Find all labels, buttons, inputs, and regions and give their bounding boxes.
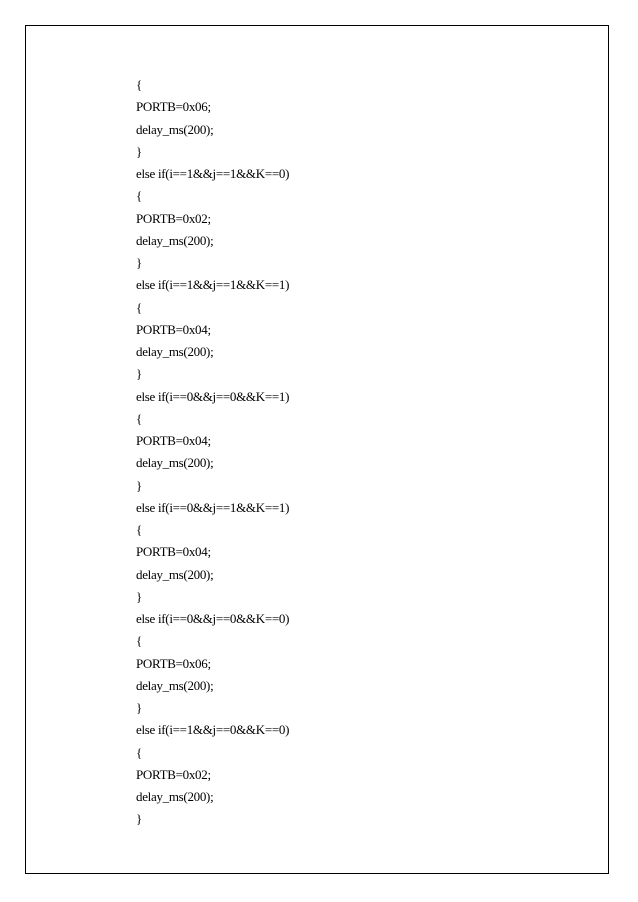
code-line: }: [136, 143, 142, 159]
code-line: delay_ms(200);: [136, 789, 214, 804]
page-border: [25, 25, 609, 874]
code-block: [136, 74, 289, 831]
code-line: delay_ms(200);: [136, 232, 214, 248]
code-line: {: [136, 188, 142, 204]
code-line: else if(i==0&&j==0&&K==1): [136, 388, 290, 404]
code-line: {: [136, 633, 142, 649]
code-line: }: [136, 255, 142, 270]
code-line: PORTB=0x04;: [136, 433, 211, 448]
code-line: PORTB=0x06;: [136, 655, 211, 671]
code-line: {: [136, 744, 142, 760]
code-line: }: [136, 366, 142, 382]
code-line: delay_ms(200);: [136, 344, 214, 359]
code-line: }: [136, 811, 142, 827]
code-line: else if(i==0&&j==0&&K==0): [136, 611, 290, 626]
code-line: PORTB=0x04;: [136, 544, 211, 560]
code-line: {: [136, 299, 142, 315]
code-line: else if(i==1&&j==0&&K==0): [136, 722, 290, 738]
code-line: else if(i==1&&j==1&&K==1): [136, 277, 290, 293]
code-line: PORTB=0x02;: [136, 210, 211, 226]
code-line: delay_ms(200);: [136, 455, 214, 471]
code-line: {: [136, 410, 142, 426]
code-line: {: [136, 77, 142, 92]
code-line: {: [136, 522, 142, 537]
code-line: PORTB=0x06;: [136, 99, 211, 115]
code-line: PORTB=0x02;: [136, 766, 211, 782]
code-line: }: [136, 477, 142, 493]
code-line: delay_ms(200);: [136, 566, 214, 582]
code-line: }: [136, 588, 142, 604]
code-line: delay_ms(200);: [136, 677, 214, 693]
code-line: PORTB=0x04;: [136, 321, 211, 337]
code-line: delay_ms(200);: [136, 121, 214, 137]
code-line: else if(i==1&&j==1&&K==0): [136, 166, 290, 181]
code-line: }: [136, 700, 142, 715]
code-line: else if(i==0&&j==1&&K==1): [136, 499, 290, 515]
